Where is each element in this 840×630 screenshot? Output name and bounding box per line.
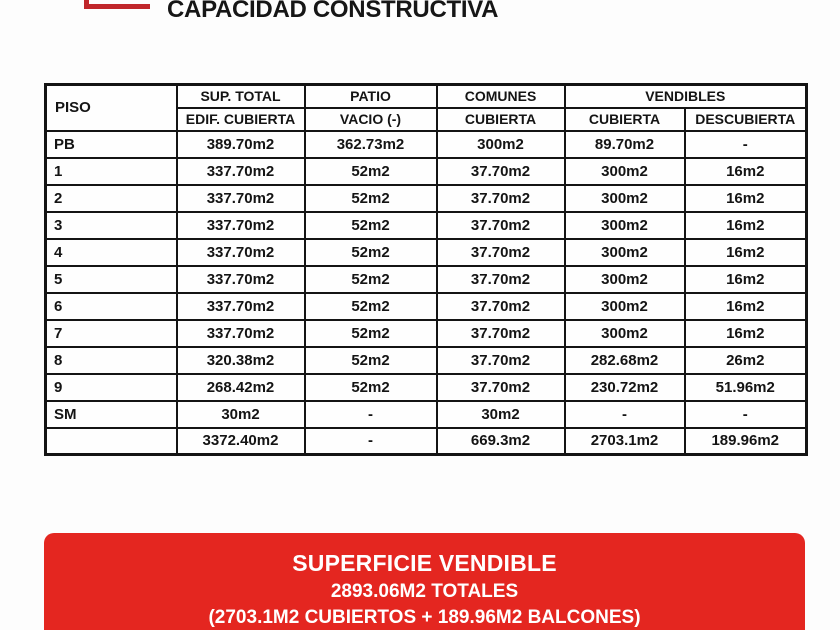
- cell-vendible-cubierta: 89.70m2: [565, 131, 685, 158]
- cell-vendible-descubierta: 16m2: [685, 320, 807, 347]
- cell-sup-total: 337.70m2: [177, 185, 305, 212]
- cell-vendible-cubierta: 282.68m2: [565, 347, 685, 374]
- floor-label: [46, 428, 177, 455]
- cell-comunes: 37.70m2: [437, 266, 565, 293]
- cell-patio: 52m2: [305, 266, 437, 293]
- cell-vendible-cubierta: 300m2: [565, 239, 685, 266]
- cell-vendible-cubierta: 300m2: [565, 212, 685, 239]
- capacity-table: [44, 83, 808, 456]
- cell-patio: -: [305, 401, 437, 428]
- cell-sup-total: 337.70m2: [177, 293, 305, 320]
- floor-label: 9: [46, 374, 177, 401]
- cell-vendible-cubierta-total: 2703.1m2: [565, 428, 685, 455]
- cell-vendible-descubierta: 16m2: [685, 239, 807, 266]
- cell-vendible-descubierta: 51.96m2: [685, 374, 807, 401]
- table-row: [46, 320, 807, 347]
- cell-comunes: 37.70m2: [437, 158, 565, 185]
- cell-comunes: 300m2: [437, 131, 565, 158]
- cell-vendible-cubierta: 300m2: [565, 293, 685, 320]
- cell-vendible-descubierta: 16m2: [685, 266, 807, 293]
- subheader-edif-cubierta: EDIF. CUBIERTA: [177, 108, 305, 131]
- subheader-vendibles-cubierta: CUBIERTA: [565, 108, 685, 131]
- cell-patio: 52m2: [305, 347, 437, 374]
- cell-vendible-descubierta-total: 189.96m2: [685, 428, 807, 455]
- table-row-totals: [46, 428, 807, 455]
- floor-label: 3: [46, 212, 177, 239]
- cell-vendible-descubierta: 16m2: [685, 158, 807, 185]
- cell-patio: 52m2: [305, 374, 437, 401]
- cell-patio: 362.73m2: [305, 131, 437, 158]
- cell-vendible-descubierta: 26m2: [685, 347, 807, 374]
- table-row: [46, 266, 807, 293]
- cell-vendible-descubierta: 16m2: [685, 185, 807, 212]
- column-header-piso: PISO: [46, 85, 177, 131]
- table-row: [46, 239, 807, 266]
- cell-patio: 52m2: [305, 239, 437, 266]
- table-header: [46, 85, 807, 131]
- banner-breakdown: (2703.1M2 CUBIERTOS + 189.96M2 BALCONES): [208, 607, 641, 628]
- floor-label: 6: [46, 293, 177, 320]
- cell-vendible-cubierta: 300m2: [565, 185, 685, 212]
- cell-comunes: 37.70m2: [437, 293, 565, 320]
- floor-label: SM: [46, 401, 177, 428]
- cell-vendible-cubierta: 300m2: [565, 158, 685, 185]
- cell-comunes: 30m2: [437, 401, 565, 428]
- table-row: [46, 293, 807, 320]
- cell-sup-total: 337.70m2: [177, 158, 305, 185]
- floor-label: 4: [46, 239, 177, 266]
- cell-comunes: 37.70m2: [437, 239, 565, 266]
- cell-patio-total: -: [305, 428, 437, 455]
- cell-sup-total: 337.70m2: [177, 212, 305, 239]
- cell-patio: 52m2: [305, 293, 437, 320]
- subheader-comunes-cubierta: CUBIERTA: [437, 108, 565, 131]
- cell-vendible-descubierta: 16m2: [685, 293, 807, 320]
- cell-sup-total: 320.38m2: [177, 347, 305, 374]
- logo-mark-corner: [84, 0, 150, 9]
- cell-vendible-descubierta: -: [685, 131, 807, 158]
- cell-vendible-cubierta: 300m2: [565, 266, 685, 293]
- floor-label: 1: [46, 158, 177, 185]
- cell-patio: 52m2: [305, 158, 437, 185]
- column-header-patio: PATIO: [305, 85, 437, 108]
- page-title: CAPACIDAD CONSTRUCTIVA: [167, 0, 499, 23]
- cell-sup-total: 337.70m2: [177, 266, 305, 293]
- column-header-comunes: COMUNES: [437, 85, 565, 108]
- cell-comunes: 37.70m2: [437, 185, 565, 212]
- cell-vendible-descubierta: -: [685, 401, 807, 428]
- cell-vendible-cubierta: -: [565, 401, 685, 428]
- cell-sup-total-total: 3372.40m2: [177, 428, 305, 455]
- floor-label: 7: [46, 320, 177, 347]
- table-row: [46, 212, 807, 239]
- cell-vendible-cubierta: 300m2: [565, 320, 685, 347]
- subheader-vendibles-descubierta: DESCUBIERTA: [685, 108, 807, 131]
- cell-sup-total: 337.70m2: [177, 239, 305, 266]
- table-row: [46, 401, 807, 428]
- cell-sup-total: 389.70m2: [177, 131, 305, 158]
- banner-total: 2893.06M2 TOTALES: [330, 581, 519, 602]
- subheader-vacio: VACIO (-): [305, 108, 437, 131]
- cell-comunes: 37.70m2: [437, 374, 565, 401]
- floor-label: 5: [46, 266, 177, 293]
- cell-vendible-cubierta: 230.72m2: [565, 374, 685, 401]
- table-row: [46, 131, 807, 158]
- table-row: [46, 158, 807, 185]
- cell-patio: 52m2: [305, 212, 437, 239]
- banner-title: SUPERFICIE VENDIBLE: [292, 550, 557, 576]
- column-header-vendibles: VENDIBLES: [565, 85, 807, 108]
- superficie-vendible-banner: [44, 533, 805, 630]
- floor-label: PB: [46, 131, 177, 158]
- table-body: [46, 131, 807, 455]
- cell-sup-total: 337.70m2: [177, 320, 305, 347]
- cell-patio: 52m2: [305, 320, 437, 347]
- cell-sup-total: 30m2: [177, 401, 305, 428]
- floor-label: 2: [46, 185, 177, 212]
- cell-sup-total: 268.42m2: [177, 374, 305, 401]
- cell-vendible-descubierta: 16m2: [685, 212, 807, 239]
- table-row: [46, 374, 807, 401]
- cell-patio: 52m2: [305, 185, 437, 212]
- cell-comunes: 37.70m2: [437, 320, 565, 347]
- column-header-sup-total: SUP. TOTAL: [177, 85, 305, 108]
- cell-comunes: 37.70m2: [437, 212, 565, 239]
- cell-comunes: 37.70m2: [437, 347, 565, 374]
- table-row: [46, 185, 807, 212]
- floor-label: 8: [46, 347, 177, 374]
- table-row: [46, 347, 807, 374]
- cell-comunes-total: 669.3m2: [437, 428, 565, 455]
